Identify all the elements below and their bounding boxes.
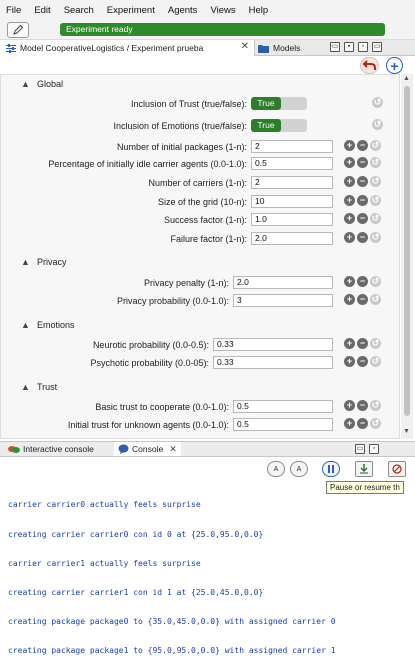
reset-icon[interactable]: ↺ [371, 356, 380, 366]
psychotic-probability-input[interactable]: 0.33 [213, 356, 333, 369]
initial-trust-input[interactable]: 0.5 [233, 418, 333, 431]
params-scrollbar[interactable] [401, 74, 413, 439]
section-global-label: Global [37, 79, 64, 89]
font-increase-icon: A [296, 465, 302, 473]
param-label: Neurotic probability (0.0-0.5): [92, 340, 209, 350]
parameters-panel [0, 74, 400, 439]
status-row [0, 20, 415, 40]
reset-icon[interactable]: ↺ [371, 294, 380, 304]
reset-icon[interactable]: ↺ [373, 119, 382, 129]
tab-experiment[interactable] [0, 40, 255, 56]
plus-icon[interactable]: + [344, 140, 355, 151]
tab-interactive-console-label: Interactive console [23, 444, 94, 454]
failure-factor-input[interactable]: 2.0 [251, 232, 333, 245]
section-emotions-label: Emotions [37, 320, 75, 330]
caret-up-icon: ▲ [21, 257, 30, 267]
param-emotions-inclusion [1, 119, 399, 135]
decrease-font-button[interactable] [267, 461, 285, 477]
menu-edit[interactable]: Edit [34, 4, 51, 16]
minus-icon[interactable]: − [357, 176, 368, 187]
toggle-value: True [251, 97, 281, 110]
param-label: Size of the grid (10-n): [157, 197, 247, 207]
minus-icon[interactable]: − [357, 400, 368, 411]
no-wrap-icon [392, 464, 402, 474]
status-indicator: Experiment ready [60, 23, 385, 36]
tab-models-label: Models [273, 43, 301, 53]
param-label: Initial trust for unknown agents (0.0-1.0): [67, 420, 229, 430]
console-line: creating package package1 to {95.0,95.0,0.0} with assigned carrier 1 [8, 645, 336, 655]
menu-help[interactable]: Help [248, 4, 269, 16]
plus-icon[interactable]: + [344, 157, 355, 168]
caret-up-icon: ▲ [21, 79, 30, 89]
plus-icon[interactable]: + [344, 176, 355, 187]
reset-icon[interactable]: ↺ [371, 418, 380, 428]
pause-button[interactable] [322, 461, 340, 477]
console-line: creating carrier carrier1 con id 1 at {25.0,45.0,0.0} [8, 587, 264, 597]
close-icon[interactable]: ✕ [169, 443, 177, 454]
param-label: Failure factor (1-n): [170, 234, 247, 244]
console-plant-icon [8, 444, 20, 454]
param-label: Privacy penalty (1-n): [143, 278, 229, 288]
tab-experiment-label: Model CooperativeLogistics / Experiment prueba [20, 43, 204, 53]
edit-button[interactable] [7, 22, 29, 38]
menu-experiment[interactable]: Experiment [106, 4, 155, 16]
toggle-view-button[interactable]: ▪ [344, 42, 354, 52]
minus-icon[interactable]: − [357, 232, 368, 243]
maximize-button[interactable]: ▫ [358, 42, 368, 52]
menu-search[interactable]: Search [63, 4, 94, 16]
scroll-down-icon[interactable]: ▼ [403, 428, 410, 435]
privacy-penalty-input[interactable]: 2.0 [233, 276, 333, 289]
revert-button[interactable] [360, 57, 379, 74]
neurotic-probability-input[interactable]: 0.33 [213, 338, 333, 351]
param-initial-trust [1, 418, 399, 434]
console-line: creating carrier carrier0 con id 0 at {25.0,95.0,0.0} [8, 529, 264, 539]
param-idle-carriers [1, 157, 399, 173]
param-label: Number of carriers (1-n): [148, 178, 247, 188]
console-line: creating package package0 to {35.0,45.0,0.0} with assigned carrier 0 [8, 616, 336, 626]
param-label: Inclusion of Trust (true/false): [130, 99, 247, 109]
reset-icon[interactable]: ↺ [371, 338, 380, 348]
minus-icon[interactable]: − [357, 294, 368, 305]
caret-up-icon: ▲ [21, 320, 30, 330]
param-label: Inclusion of Emotions (true/false): [113, 121, 247, 131]
pause-tooltip: Pause or resume th [326, 481, 404, 494]
param-trust-inclusion [1, 97, 399, 113]
section-emotions[interactable] [1, 318, 399, 332]
export-button[interactable] [355, 461, 373, 477]
plus-icon[interactable]: + [344, 338, 355, 349]
param-label: Privacy probability (0.0-1.0): [116, 296, 229, 306]
toggle-value: True [251, 119, 281, 132]
param-privacy-probability [1, 294, 399, 310]
undo-arrow-icon [363, 60, 376, 71]
section-privacy-label: Privacy [37, 257, 67, 267]
reset-icon[interactable]: ↺ [371, 400, 380, 410]
plus-icon[interactable]: + [344, 400, 355, 411]
console-tabs [0, 441, 415, 457]
plus-icon[interactable]: + [344, 213, 355, 224]
param-num-carriers [1, 176, 399, 192]
console-toolbar [0, 458, 415, 480]
minus-icon[interactable]: − [357, 195, 368, 206]
reset-icon[interactable]: ↺ [373, 97, 382, 107]
plus-icon[interactable]: + [344, 232, 355, 243]
minus-icon[interactable]: − [357, 418, 368, 429]
param-basic-trust [1, 400, 399, 416]
minus-icon[interactable]: − [357, 157, 368, 168]
minus-icon[interactable]: − [357, 338, 368, 349]
console-line: carrier carrier1 actually feels surprise [8, 558, 201, 568]
pencil-icon [12, 24, 24, 36]
section-trust-label: Trust [37, 382, 58, 392]
section-privacy[interactable] [1, 255, 399, 269]
tab-console[interactable] [114, 442, 181, 456]
param-success-factor [1, 213, 399, 229]
reset-icon[interactable]: ↺ [371, 276, 380, 286]
minus-icon[interactable]: − [357, 140, 368, 151]
param-privacy-penalty [1, 276, 399, 292]
param-label: Success factor (1-n): [163, 215, 247, 225]
param-label: Basic trust to cooperate (0.0-1.0): [95, 402, 229, 412]
reset-icon[interactable]: ↺ [371, 176, 380, 186]
grid-size-input[interactable]: 10 [251, 195, 333, 208]
param-label: Percentage of initially idle carrier agents (0.0-1.0): [48, 159, 247, 169]
menu-views[interactable]: Views [210, 4, 236, 16]
param-initial-packages [1, 140, 399, 156]
console-line: carrier carrier0 actually feels surprise [8, 500, 201, 510]
plus-icon[interactable]: + [344, 356, 355, 367]
reset-icon[interactable]: ↺ [371, 213, 380, 223]
minus-icon[interactable]: − [357, 276, 368, 287]
folder-icon [258, 44, 269, 53]
maximize-button[interactable]: ▫ [369, 444, 379, 454]
reset-icon[interactable]: ↺ [371, 195, 380, 205]
num-carriers-input[interactable]: 2 [251, 176, 333, 189]
restore-button[interactable]: ▭ [373, 43, 381, 50]
param-psychotic-probability [1, 356, 399, 372]
privacy-probability-input[interactable]: 3 [233, 294, 333, 307]
scroll-up-icon[interactable]: ▲ [403, 75, 410, 82]
param-label: Number of initial packages (1-n): [116, 142, 247, 152]
plus-icon[interactable]: + [344, 294, 355, 305]
success-factor-input[interactable]: 1.0 [251, 213, 333, 226]
view-controls [330, 42, 382, 52]
pause-icon [327, 465, 335, 473]
console-view-controls [355, 444, 379, 454]
menu-agents[interactable]: Agents [167, 4, 198, 16]
trust-toggle[interactable] [251, 97, 307, 110]
editor-tabs [0, 40, 415, 56]
menu-file[interactable]: File [6, 4, 22, 16]
font-decrease-icon: A [273, 465, 279, 473]
param-neurotic-probability [1, 338, 399, 354]
sliders-icon [6, 44, 16, 53]
caret-up-icon: ▲ [21, 382, 30, 392]
minimize-button[interactable]: ▭ [356, 445, 364, 452]
scroll-thumb[interactable] [404, 86, 410, 416]
tab-console-label: Console [132, 444, 164, 454]
param-grid-size [1, 195, 399, 211]
plus-icon[interactable]: + [344, 195, 355, 206]
clear-console-button[interactable] [388, 461, 406, 477]
menu-bar [0, 0, 415, 20]
reset-icon[interactable]: ↺ [371, 140, 380, 150]
param-label: Psychotic probability (0.0-05): [90, 358, 209, 368]
console-bubble-icon [118, 444, 129, 454]
section-trust[interactable] [1, 380, 399, 394]
param-failure-factor [1, 232, 399, 248]
initial-packages-input[interactable]: 2 [251, 140, 333, 153]
close-icon[interactable]: ✕ [240, 41, 249, 52]
plus-icon[interactable]: + [344, 418, 355, 429]
view-menu-button[interactable]: ▭ [331, 43, 339, 50]
add-button[interactable] [386, 57, 403, 74]
minus-icon[interactable]: − [357, 213, 368, 224]
basic-trust-input[interactable]: 0.5 [233, 400, 333, 413]
tab-interactive-console[interactable] [8, 442, 94, 456]
increase-font-button[interactable] [290, 461, 308, 477]
emotions-toggle[interactable] [251, 119, 307, 132]
download-icon [359, 464, 369, 474]
idle-carriers-input[interactable]: 0.5 [251, 157, 333, 170]
reset-icon[interactable]: ↺ [371, 157, 380, 167]
plus-icon[interactable]: + [344, 276, 355, 287]
plus-icon: + [390, 57, 399, 74]
reset-icon[interactable]: ↺ [371, 232, 380, 242]
section-global[interactable] [1, 77, 399, 91]
tab-models[interactable] [258, 40, 300, 56]
minus-icon[interactable]: − [357, 356, 368, 367]
